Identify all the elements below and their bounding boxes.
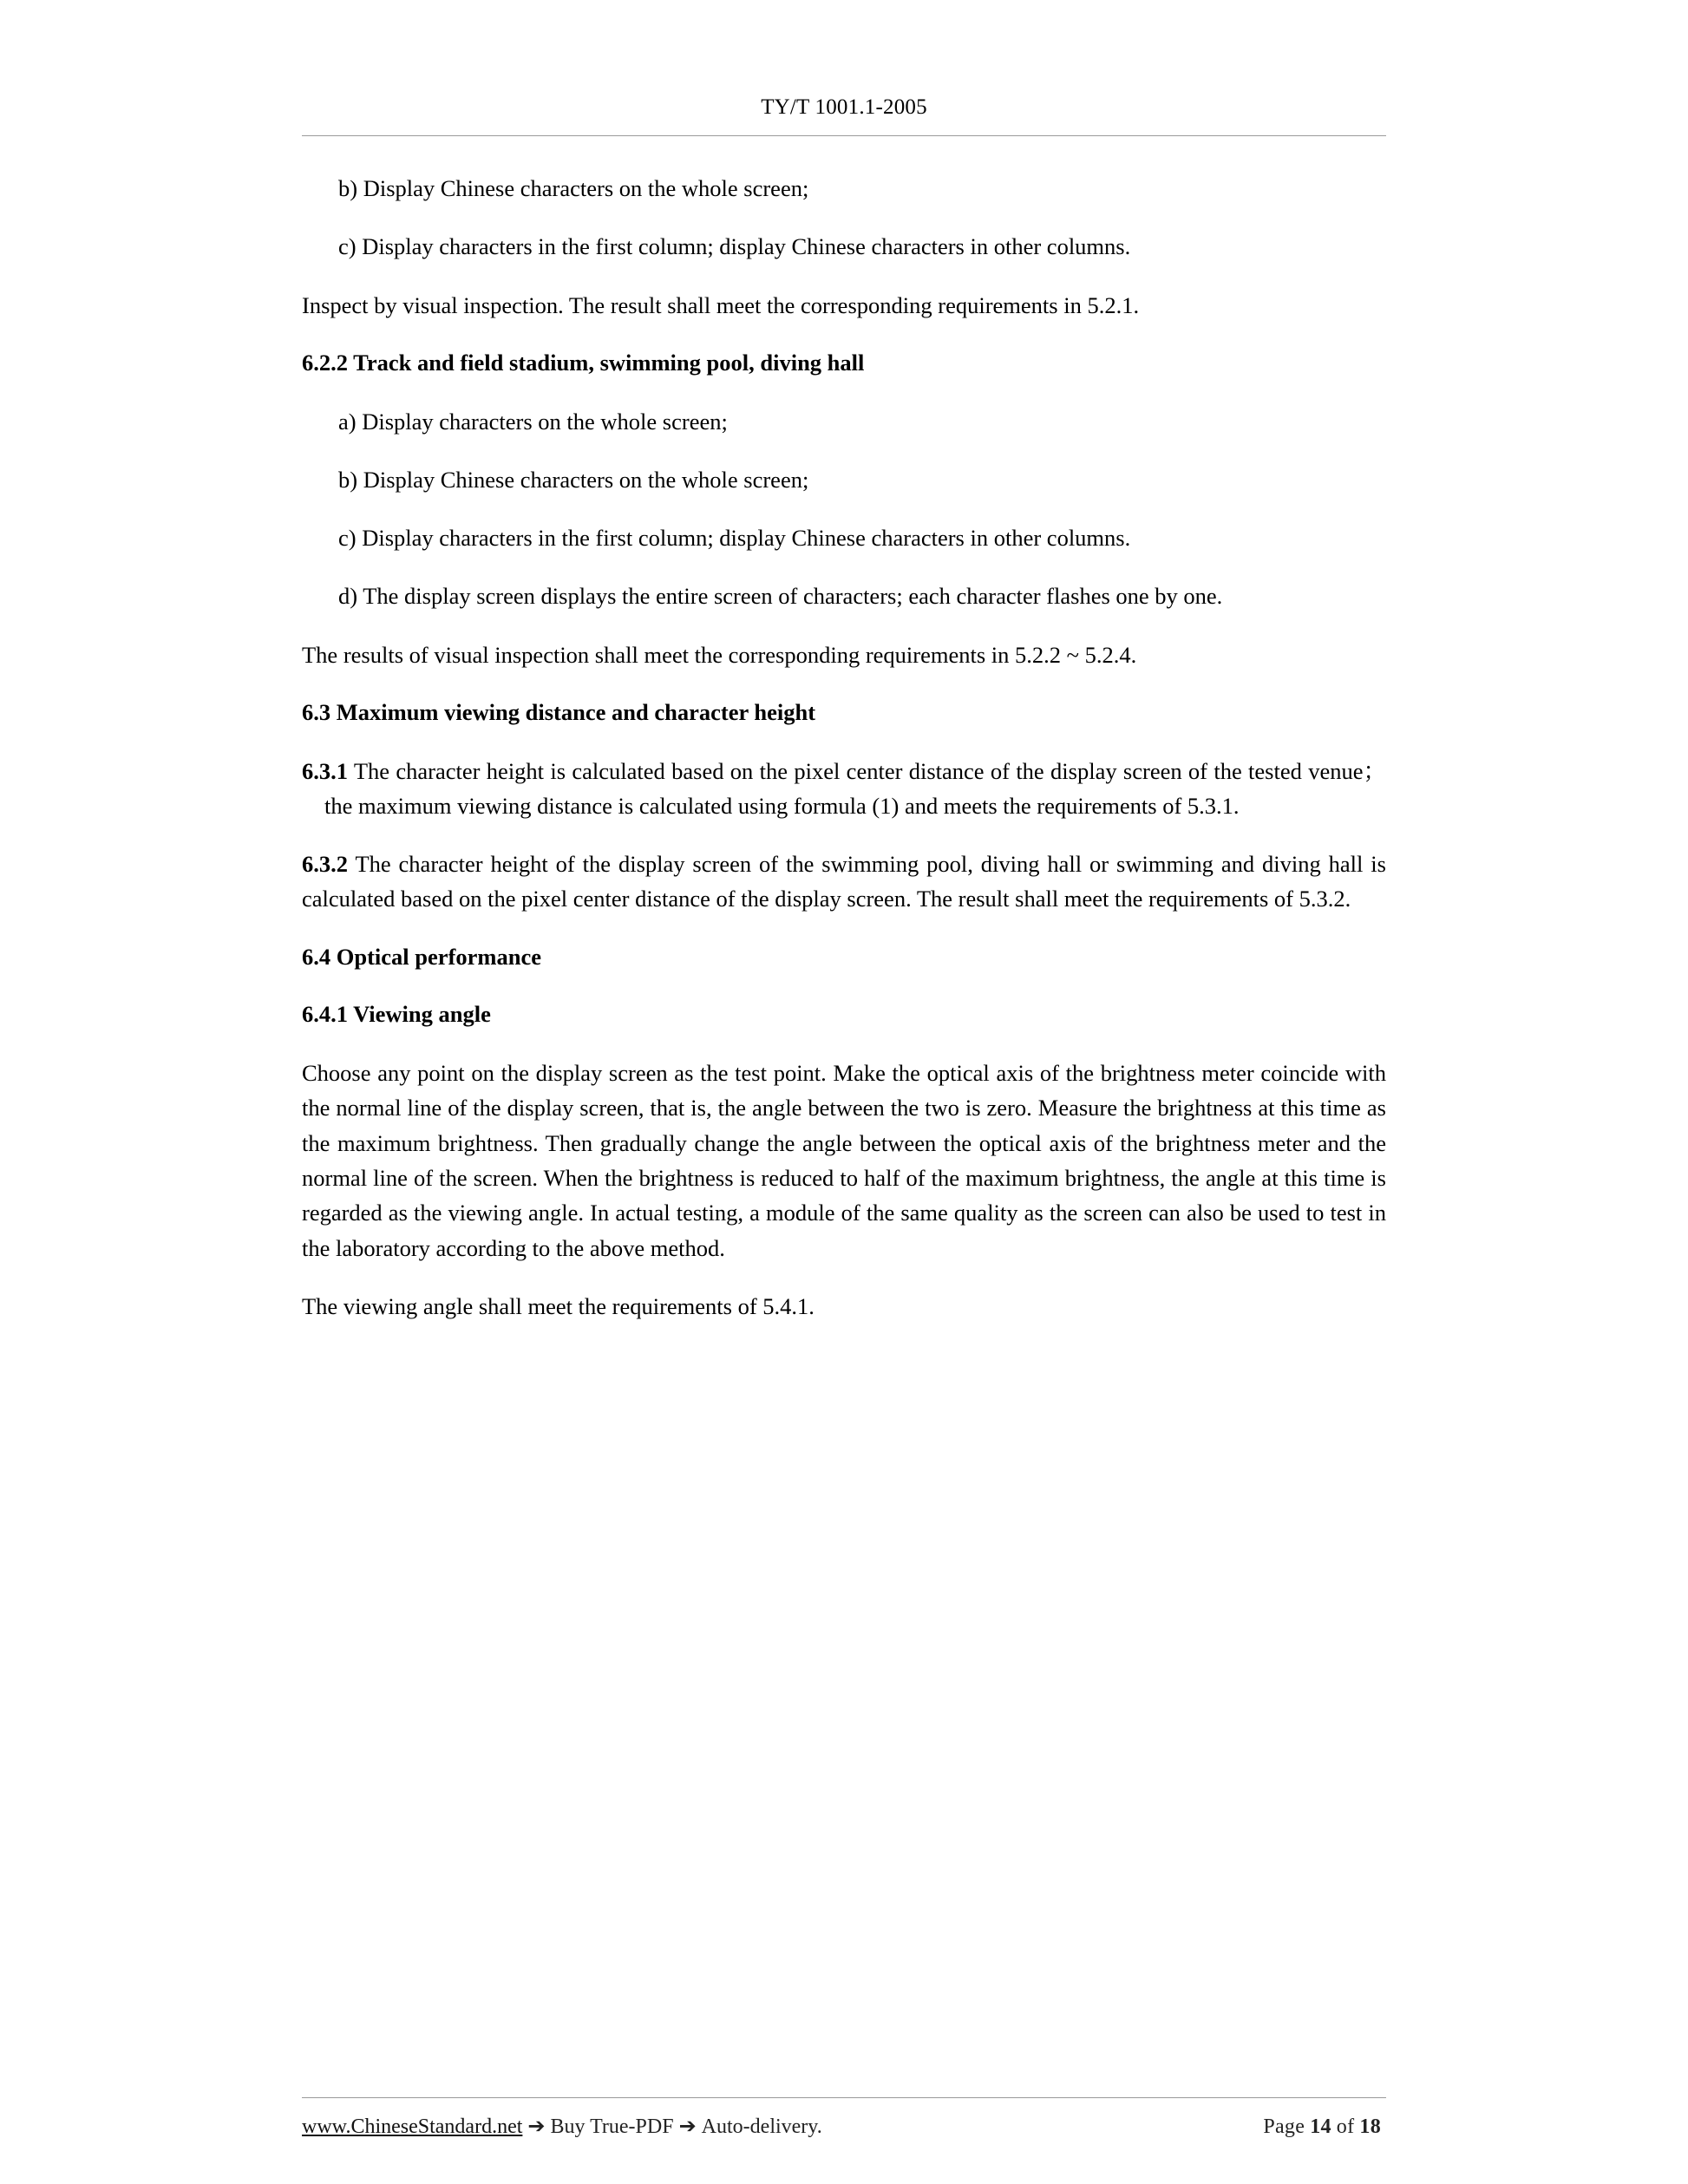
heading-6-4: 6.4 Optical performance (302, 943, 541, 970)
list-item: b) Display Chinese characters on the whole screen; (338, 175, 809, 201)
footer-buy-text: Buy True-PDF (550, 2115, 674, 2138)
paragraph-number-6-3-1: 6.3.1 (302, 757, 348, 784)
page-header-standard-code: TY/T 1001.1-2005 (761, 95, 927, 119)
list-item: c) Display characters in the first column; display Chinese characters in other columns. (338, 525, 1131, 552)
heading-6-3: 6.3 Maximum viewing distance and character height (302, 698, 816, 725)
paragraph-6-3-1-text-a: The character height is calculated based on the pixel center distance of the display screen of the tested venue； (353, 757, 1386, 784)
footer-delivery-text: Auto-delivery. (701, 2115, 822, 2138)
paragraph-6-3-1-text-b: the maximum viewing distance is calculated using formula (1) and meets the requirements of 5.3.1. (324, 792, 1240, 819)
page-footer (302, 2097, 1386, 2184)
paragraph-6-3-1 (302, 754, 1386, 824)
list-item: d) The display screen displays the entire screen of characters; each character flashes one by one. (338, 583, 1223, 610)
page-number: 14 (1310, 2115, 1331, 2138)
paragraph-viewing-angle-method: Choose any point on the display screen as the test point. Make the optical axis of the brightness meter coincide with the normal line of the display screen, that is, the angle between the two is zero. Measure the brightness at this time as the maximum brightness. Then gradually change the angle between the optical axis of the brightness meter and the normal line of the screen. When the brightness is reduced to half of the maximum brightness, the angle at this time is regarded as the viewing angle. In actual testing, a module of the same quality as the screen can also be used to test in the laboratory according to the above method. (302, 1060, 1386, 1261)
page-indicator (1263, 2115, 1386, 2139)
footer-row (302, 2114, 1386, 2184)
paragraph-inspect-result: Inspect by visual inspection. The result shall meet the corresponding requirements in 5.2.1. (302, 291, 1140, 318)
page-content (302, 0, 1386, 1324)
paragraph-visual-inspection-results: The results of visual inspection shall meet the corresponding requirements in 5.2.2 ~ 5.2.4. (302, 641, 1137, 668)
footer-divider (302, 2097, 1386, 2098)
footer-promo (302, 2114, 822, 2139)
list-item: a) Display characters on the whole screen; (338, 408, 728, 435)
paragraph-6-3-2 (302, 847, 1386, 917)
header-divider (302, 135, 1386, 136)
chinesestandard-link[interactable]: www.ChineseStandard.net (302, 2115, 523, 2138)
list-item: c) Display characters in the first column; display Chinese characters in other columns. (338, 233, 1131, 260)
paragraph-viewing-angle-requirement: The viewing angle shall meet the requirements of 5.4.1. (302, 1292, 815, 1319)
arrow-right-icon: ➔ (678, 2114, 697, 2138)
paragraph-6-3-2-text: The character height of the display screen of the swimming pool, diving hall or swimming and diving hall is calculated based on the pixel center distance of the display screen. The result shall meet the requirements of 5.3.2. (302, 851, 1386, 912)
page-label: Page (1263, 2115, 1305, 2138)
heading-6-2-2: 6.2.2 Track and field stadium, swimming pool, diving hall (302, 349, 865, 376)
paragraph-number-6-3-2: 6.3.2 (302, 851, 348, 878)
list-item: b) Display Chinese characters on the whole screen; (338, 466, 809, 493)
arrow-right-icon: ➔ (527, 2114, 546, 2138)
heading-6-4-1: 6.4.1 Viewing angle (302, 1001, 491, 1028)
page-total: 18 (1359, 2115, 1381, 2138)
page-of-label: of (1336, 2115, 1355, 2138)
